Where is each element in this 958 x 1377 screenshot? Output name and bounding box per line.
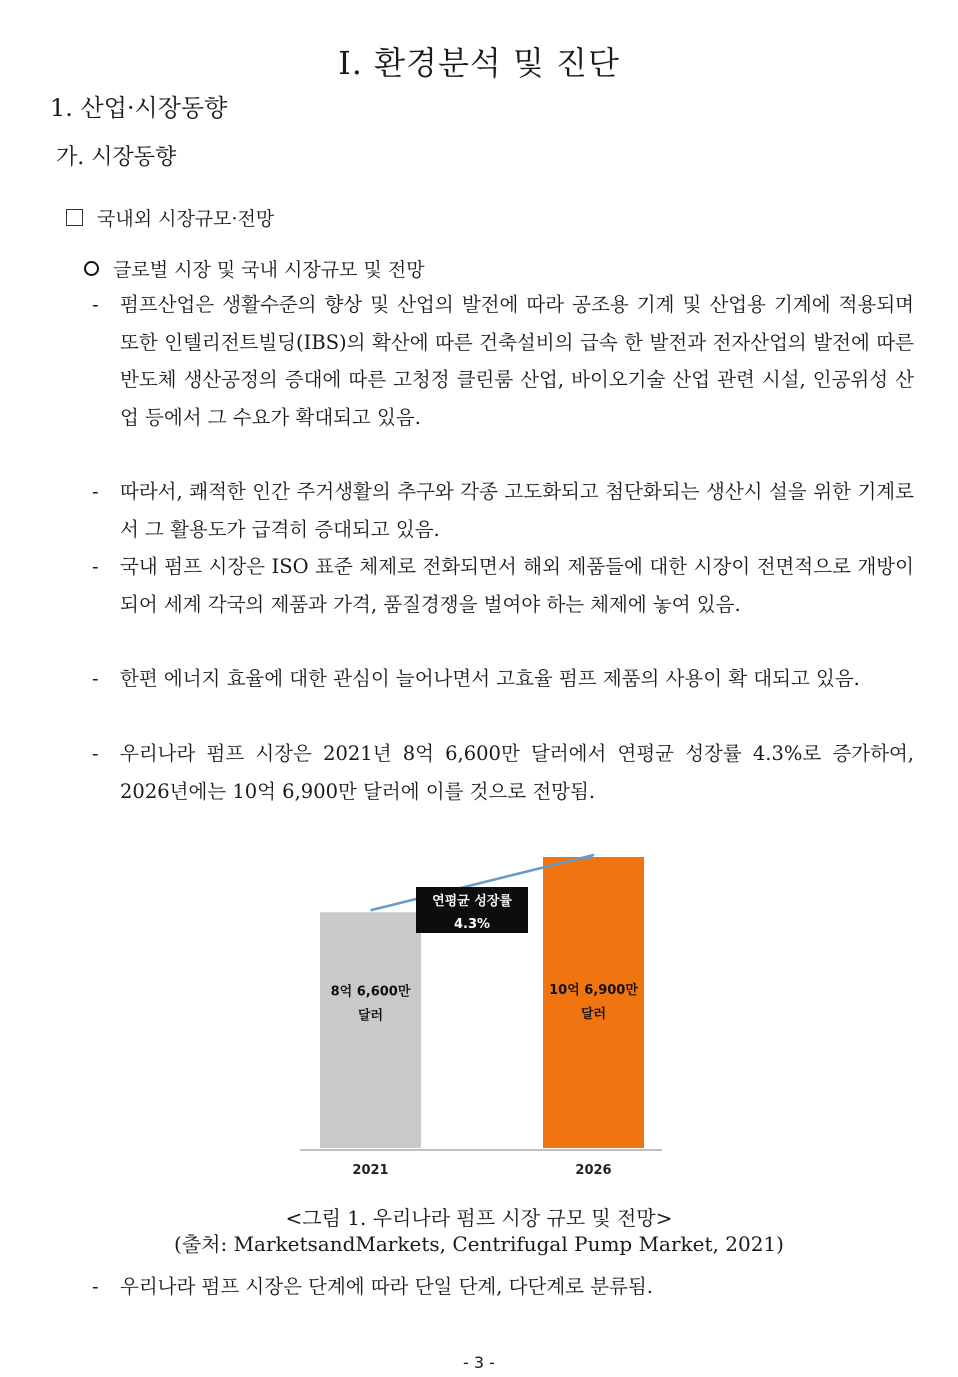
section-heading-4 <box>84 255 425 282</box>
dash-bullet: - <box>92 480 99 503</box>
bullet-paragraph <box>92 473 914 548</box>
dash-bullet: - <box>92 1275 99 1298</box>
bullet-paragraph <box>92 286 914 436</box>
bullet-paragraph <box>92 1268 914 1306</box>
figure-caption: <그림 1. 우리나라 펌프 시장 규모 및 전망> <box>285 1206 673 1230</box>
bullet-paragraph <box>92 548 914 623</box>
paragraph-text: 국내 펌프 시장은 ISO 표준 체제로 전화되면서 해외 제품들에 대한 시장이 전면적으로 개방이 되어 세계 각국의 제품과 가격, 품질경쟁을 벌여야 하는 체제에 놓여 있음. <box>120 555 914 616</box>
paragraph-text: 우리나라 펌프 시장은 2021년 8억 6,600만 달러에서 연평균 성장률 4.3%로 증가하여, 2026년에는 10억 6,900만 달러에 이를 것으로 전망됨. <box>120 742 914 803</box>
section-heading-3 <box>66 204 274 231</box>
circle-bullet-icon <box>84 261 99 276</box>
bar-value-label: 8억 6,600만 <box>330 984 411 1000</box>
dash-bullet: - <box>92 293 99 316</box>
growth-rate-label: 4.3% <box>453 917 491 932</box>
bullet-paragraph <box>92 735 914 810</box>
dash-bullet: - <box>92 555 99 578</box>
section-heading-2: 가. 시장동향 <box>56 145 177 170</box>
bar-value-label: 10억 6,900만 <box>549 983 638 998</box>
paragraph-text: 우리나라 펌프 시장은 단계에 따라 단일 단계, 다단계로 분류됨. <box>120 1275 653 1298</box>
square-box-icon <box>66 209 83 226</box>
bar-2026 <box>543 857 644 1148</box>
paragraph-text: 따라서, 쾌적한 인간 주거생활의 추구와 각종 고도화되고 첨단화되는 생산시 설을 위한 기계로서 그 활용도가 급격히 증대되고 있음. <box>120 480 914 541</box>
section-heading-3-label: 국내외 시장규모·전망 <box>97 208 275 230</box>
paragraph-text: 펌프산업은 생활수준의 향상 및 산업의 발전에 따라 공조용 기계 및 산업용 기계에 적용되며 또한 인텔리전트빌딩(IBS)의 확산에 따른 건축설비의 급속 한 발전과 전자산업의 발전에 따른 반도체 생산공정의 증대에 따른 고청정 클린룸 산업, 바이오기술 산업 관련 시설, 인공위성 산업 등에서 그 수요가 확대되고 있음. <box>120 293 914 429</box>
bullet-paragraph <box>92 660 914 698</box>
bar-2021 <box>320 912 421 1148</box>
section-heading-4-label: 글로벌 시장 및 국내 시장규모 및 전망 <box>113 259 425 281</box>
page-title: I. 환경분석 및 진단 <box>338 44 620 82</box>
market-size-chart <box>290 830 680 1190</box>
paragraph-text: 한편 에너지 효율에 대한 관심이 늘어나면서 고효율 펌프 제품의 사용이 확 대되고 있음. <box>120 667 860 690</box>
dash-bullet: - <box>92 742 99 765</box>
dash-bullet: - <box>92 667 99 690</box>
growth-rate-label: 연평균 성장률 <box>432 894 512 909</box>
page-number: - 3 - <box>463 1353 495 1372</box>
x-tick-label: 2021 <box>352 1163 389 1178</box>
x-tick-label: 2026 <box>575 1163 612 1178</box>
section-heading-1: 1. 산업·시장동향 <box>50 94 228 122</box>
bar-value-label: 달러 <box>357 1008 384 1024</box>
figure-source: (출처: MarketsandMarkets, Centrifugal Pump Market, 2021) <box>174 1232 784 1256</box>
bar-value-label: 달러 <box>580 1007 607 1022</box>
